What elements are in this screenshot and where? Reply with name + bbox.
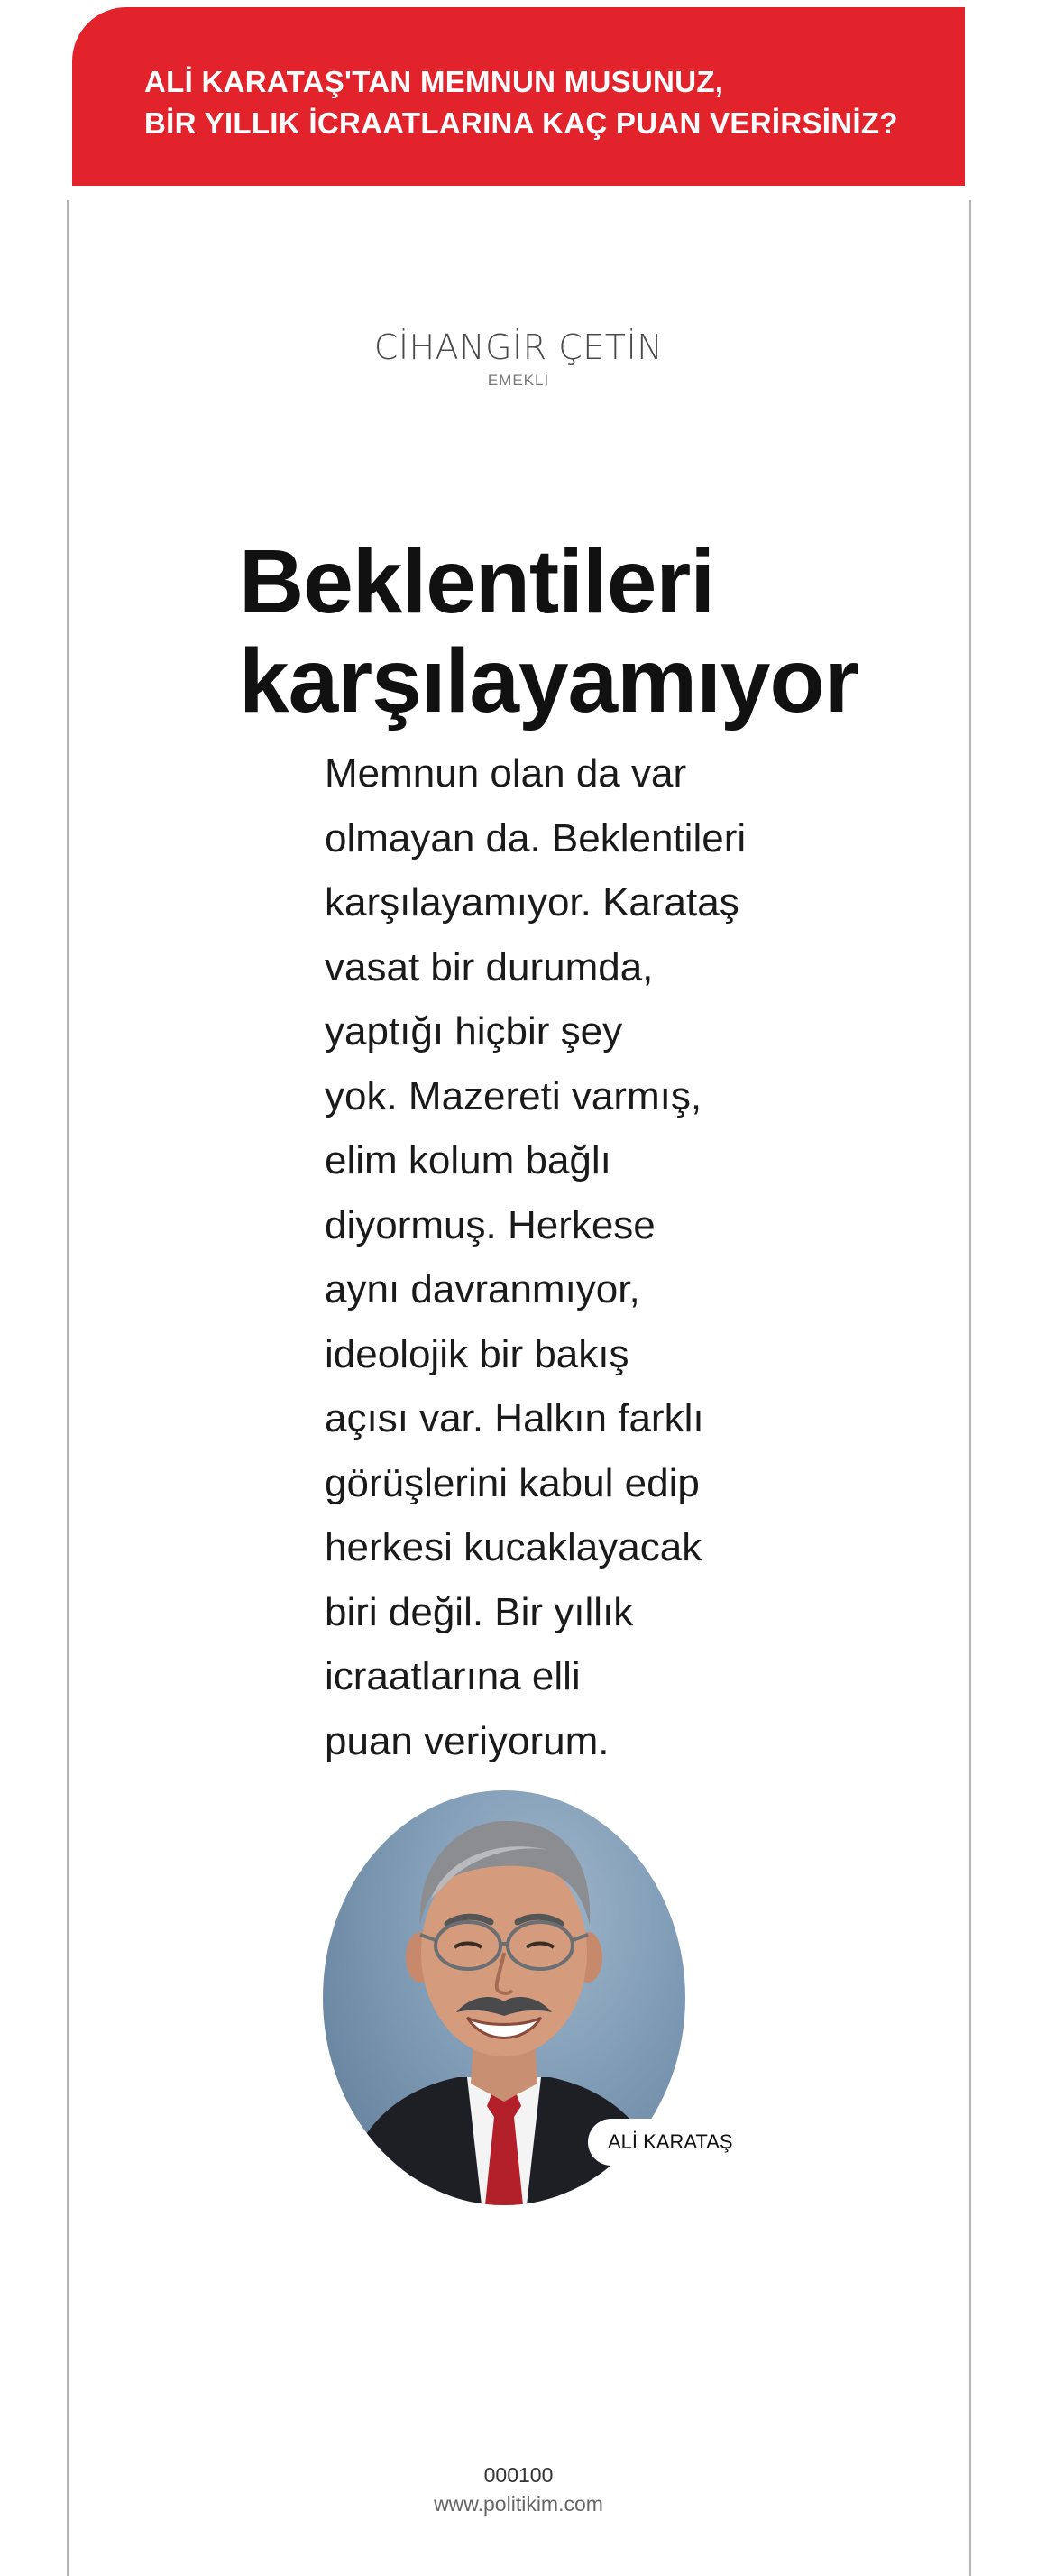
banner-question-line-2: BİR YILLIK İCRAATLARINA KAÇ PUAN VERİRSİNİZ? [144,106,898,140]
footer-url: www.politikim.com [434,2492,603,2516]
body-line: görüşlerini kabul edip [325,1460,700,1505]
headline-line-2: karşılayamıyor [239,630,858,731]
right-border-rule [969,200,971,2576]
body-line: biri değil. Bir yıllık [325,1589,634,1634]
body-line: aynı davranmıyor, [325,1267,640,1311]
body-line: karşılayamıyor. Karataş [325,880,739,925]
article-body [325,741,794,1773]
body-line: elim kolum bağlı [325,1138,611,1182]
question-banner [72,7,965,186]
body-line: yaptığı hiçbir şey [325,1009,623,1053]
portrait-caption: ALİ KARATAŞ [588,2119,753,2166]
body-line: yok. Mazereti varmış, [325,1073,702,1118]
author-block [0,327,1037,390]
footer-code: 000100 [483,2463,554,2487]
body-line: icraatlarına elli [325,1654,581,1698]
author-role: EMEKLİ [487,372,550,389]
body-line: puan veriyorum. [325,1718,610,1763]
left-border-rule [67,200,69,2576]
body-line: herkesi kucaklayacak [325,1525,702,1569]
article-headline [239,532,942,731]
body-line: ideolojik bir bakış [325,1331,629,1376]
body-line: Memnun olan da var [325,751,687,796]
body-line: vasat bir durumda, [325,944,654,989]
author-name: CİHANGİR ÇETİN [373,327,664,367]
headline-line-1: Beklentileri [239,531,715,632]
body-line: olmayan da. Beklentileri [325,815,747,860]
body-line: açısı var. Halkın farklı [325,1396,704,1440]
footer [0,2461,1037,2518]
body-line: diyormuş. Herkese [325,1202,656,1247]
banner-question-line-1: ALİ KARATAŞ'TAN MEMNUN MUSUNUZ, [144,65,724,98]
